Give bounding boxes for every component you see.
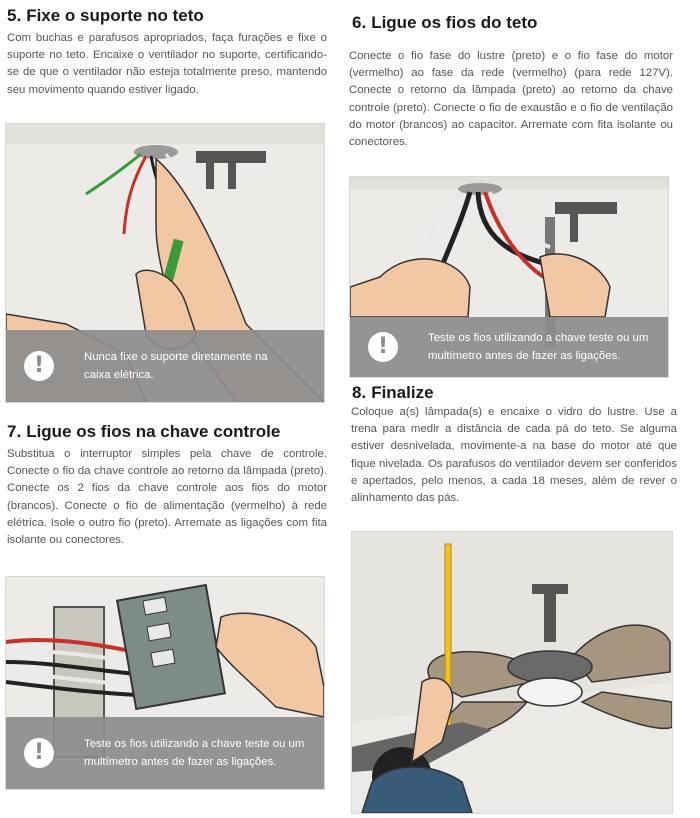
exclamation-circle-icon: !	[24, 738, 54, 768]
section-5-description: Com buchas e parafusos apropriados, faça furações e fixe o suporte no teto. Encaixe o ventilador no suporte, certificando-se de que o ventilador não esteja totalmente preso, mantendo seu movimento quando estiver ligado.	[7, 32, 327, 96]
section-7-illustration	[5, 576, 325, 790]
section-6-number: 6.	[352, 13, 367, 32]
section-7-number: 7.	[7, 422, 22, 441]
exclamation-circle-icon: !	[368, 332, 398, 362]
section-7-tip	[6, 717, 324, 789]
section-8-title	[352, 383, 434, 403]
fan-leveling-drawing	[352, 532, 672, 813]
section-6-tip	[350, 317, 668, 377]
section-8-title-text: Finalize	[371, 383, 434, 402]
section-5-illustration	[5, 123, 325, 403]
section-8-illustration	[351, 531, 673, 814]
section-5-number: 5.	[7, 6, 22, 25]
section-6-illustration	[349, 176, 669, 378]
section-5-tip	[6, 330, 324, 402]
section-7-tip-text: Teste os fios utilizando a chave teste ou um multímetro antes de fazer as ligações.	[84, 738, 305, 768]
section-5-title-text: Fixe o suporte no teto	[26, 6, 204, 25]
section-8-number: 8.	[352, 383, 367, 402]
section-6-tip-text: Teste os fios utilizando a chave teste ou um multímetro antes de fazer as ligações.	[428, 332, 649, 362]
section-6-description: Conecte o fio fase do lustre (preto) e o fio fase do motor (vermelho) ao fase da rede (vermelho) (para rede 127V). Conecte o retorno da lâmpada (preto) ao retorno da chave controle (preto). Conecte o fio de exaustão e o fio de ventilação do motor (brancos) ao capacitor. Arremate com fita isolante ou conectores.	[349, 50, 673, 149]
section-6-title-text: Ligue os fios do teto	[371, 13, 538, 32]
section-6-title	[352, 13, 537, 33]
section-8-description: Coloque a(s) lâmpada(s) e encaixe o vidro do lustre. Use a trena para medir a distância de cada pá do teto. Se alguma estiver desnivelada, movimente-a na base do motor até que fique nivelada. Os parafusos do ventilador devem ser conferidos e apertados, pelo menos, a cada 18 meses, além de rever o alinhamento das pás.	[351, 406, 677, 505]
section-7-description: Substitua o interruptor simples pela chave de controle. Conecte o fio da chave controle ao retorno da lâmpada (preto). Conecte os 2 fios da chave controle aos fios do motor (brancos). Conecte o fio de alimentação (vermelho) à rede elétrica. Isole o outro fio (preto). Arremate as ligações com fita isolante ou conectores.	[7, 448, 327, 547]
section-5-tip-text: Nunca fixe o suporte diretamente na caixa elétrica.	[84, 351, 268, 381]
section-5-title	[7, 6, 204, 26]
section-7-title	[7, 422, 280, 442]
section-7-title-text: Ligue os fios na chave controle	[26, 422, 281, 441]
exclamation-circle-icon: !	[24, 351, 54, 381]
